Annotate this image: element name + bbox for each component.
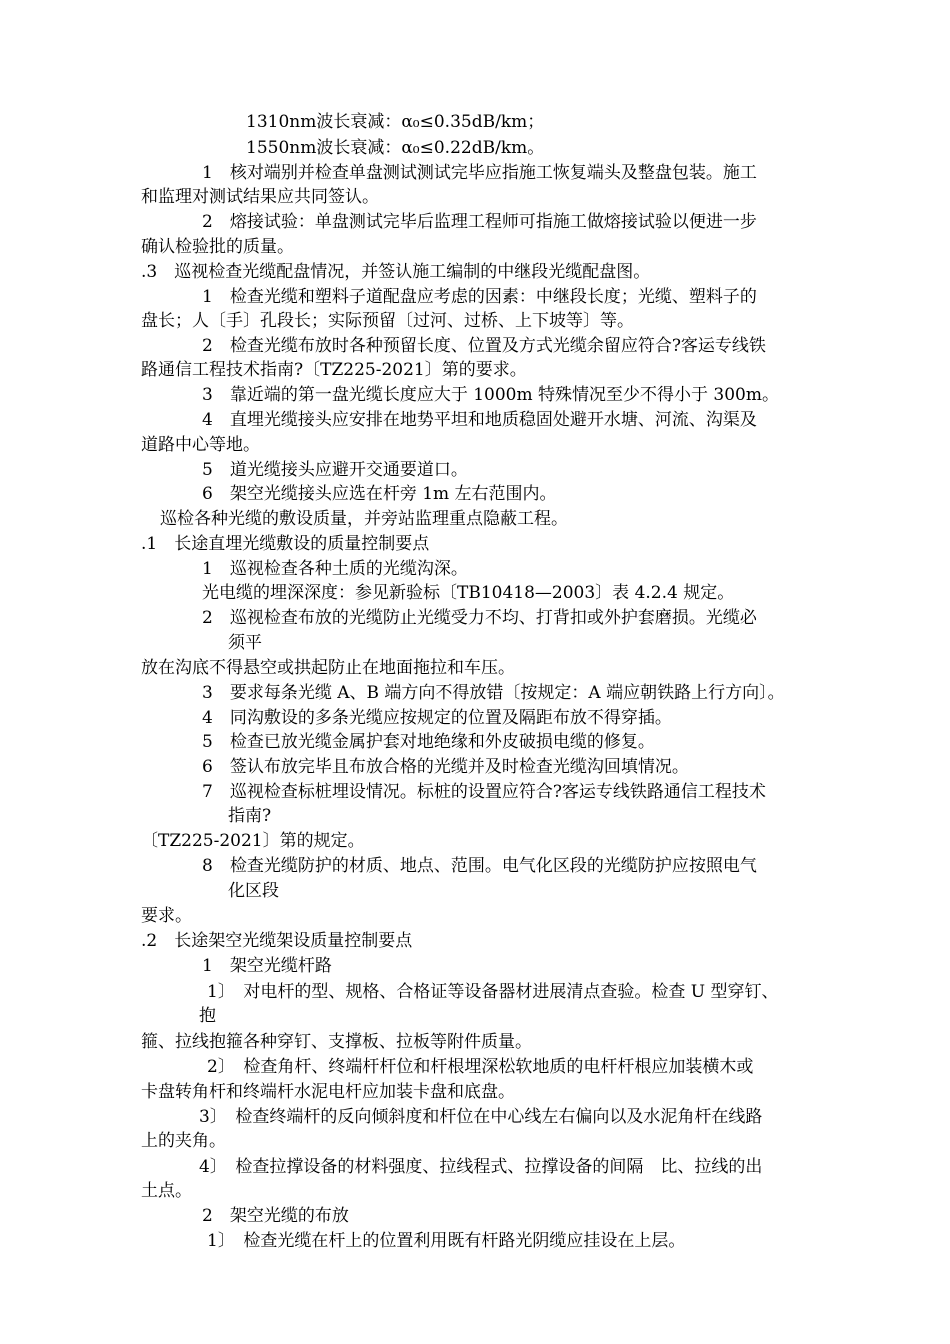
section-heading: 巡检各种光缆的敷设质量，并旁站监理重点隐蔽工程。 bbox=[160, 509, 568, 529]
text-line: 须平 bbox=[228, 633, 262, 653]
text-line: 4〕 检查拉撑设备的材料强度、拉线程式、拉撑设备的间隔 比、拉线的出 bbox=[199, 1157, 763, 1177]
text-line: 1 架空光缆杆路 bbox=[202, 956, 332, 976]
text-line: 1 检查光缆和塑料子道配盘应考虑的因素：中继段长度；光缆、塑料子的 bbox=[202, 287, 757, 307]
text-line: 确认检验批的质量。 bbox=[141, 237, 294, 257]
text-line: 1〕 对电杆的型、规格、合格证等设备器材进展清点查验。检查 U 型穿钉、 bbox=[207, 982, 779, 1002]
text-line: 卡盘转角杆和终端杆水泥电杆应加装卡盘和底盘。 bbox=[141, 1082, 515, 1102]
text-line: 盘长；人〔手〕孔段长；实际预留〔过河、过桥、上下坡等〕等。 bbox=[141, 311, 634, 331]
text-line: 指南? bbox=[228, 806, 272, 826]
section-heading: .1 长途直埋光缆敷设的质量控制要点 bbox=[141, 534, 430, 554]
text-line: 1〕 检查光缆在杆上的位置利用既有杆路光阴缆应挂设在上层。 bbox=[207, 1231, 686, 1251]
text-line: 3 靠近端的第一盘光缆长度应大于 1000m 特殊情况至少不得小于 300m。 bbox=[202, 385, 779, 405]
text-line: 要求。 bbox=[141, 906, 192, 926]
text-line: 4 直埋光缆接头应安排在地势平坦和地质稳固处避开水塘、河流、沟渠及 bbox=[202, 410, 757, 430]
text-line: 箍、拉线抱箍各种穿钉、支撑板、拉板等附件质量。 bbox=[141, 1032, 532, 1052]
text-line: 1310nm波长衰减：α₀≤0.35dB/km； bbox=[246, 112, 545, 132]
text-line: 6 签认布放完毕且布放合格的光缆并及时检查光缆沟回填情况。 bbox=[202, 757, 689, 777]
text-line: 1 核对端别并检查单盘测试测试完毕应指施工恢复端头及整盘包装。施工 bbox=[202, 163, 757, 183]
text-line: 2 巡视检查布放的光缆防止光缆受力不均、打背扣或外护套磨损。光缆必 bbox=[202, 608, 757, 628]
text-line: 土点。 bbox=[141, 1181, 192, 1201]
text-line: 路通信工程技术指南?〔TZ225-2021〕第的要求。 bbox=[141, 360, 527, 380]
text-line: 化区段 bbox=[228, 881, 279, 901]
text-line: 8 检查光缆防护的材质、地点、范围。电气化区段的光缆防护应按照电气 bbox=[202, 856, 757, 876]
text-line: 5 检查已放光缆金属护套对地绝缘和外皮破损电缆的修复。 bbox=[202, 732, 655, 752]
section-heading: .2 长途架空光缆架设质量控制要点 bbox=[141, 931, 413, 951]
text-line: 6 架空光缆接头应选在杆旁 1m 左右范围内。 bbox=[202, 484, 557, 504]
text-line: 光电缆的埋深深度：参见新验标〔TB10418—2003〕表 4.2.4 规定。 bbox=[202, 583, 735, 603]
text-line: 2 熔接试验：单盘测试完毕后监理工程师可指施工做熔接试验以便进一步 bbox=[202, 212, 757, 232]
text-line: 2〕 检查角杆、终端杆杆位和杆根埋深松软地质的电杆杆根应加装横木或 bbox=[207, 1057, 754, 1077]
text-line: 4 同沟敷设的多条光缆应按规定的位置及隔距布放不得穿插。 bbox=[202, 708, 672, 728]
text-line: 〔TZ225-2021〕第的规定。 bbox=[141, 831, 365, 851]
text-line: 3 要求每条光缆 A、B 端方向不得放错〔按规定：A 端应朝铁路上行方向〕。 bbox=[202, 683, 785, 703]
text-line: 1 巡视检查各种土质的光缆沟深。 bbox=[202, 559, 468, 579]
text-line: 7 巡视检查标桩埋设情况。标桩的设置应符合?客运专线铁路通信工程技术 bbox=[202, 782, 766, 802]
text-line: 道路中心等地。 bbox=[141, 435, 260, 455]
text-line: 1550nm波长衰减：α₀≤0.22dB/km。 bbox=[246, 138, 545, 158]
text-line: 2 架空光缆的布放 bbox=[202, 1206, 349, 1226]
text-line: 上的夹角。 bbox=[141, 1131, 226, 1151]
section-heading: .3 巡视检查光缆配盘情况，并签认施工编制的中继段光缆配盘图。 bbox=[141, 262, 651, 282]
text-line: 5 道光缆接头应避开交通要道口。 bbox=[202, 460, 468, 480]
text-line: 抱 bbox=[199, 1006, 216, 1026]
text-line: 3〕 检查终端杆的反向倾斜度和杆位在中心线左右偏向以及水泥角杆在线路 bbox=[199, 1107, 763, 1127]
text-line: 2 检查光缆布放时各种预留长度、位置及方式光缆余留应符合?客运专线铁 bbox=[202, 336, 766, 356]
text-line: 和监理对测试结果应共同签认。 bbox=[141, 187, 379, 207]
text-line: 放在沟底不得悬空或拱起防止在地面拖拉和车压。 bbox=[141, 658, 515, 678]
